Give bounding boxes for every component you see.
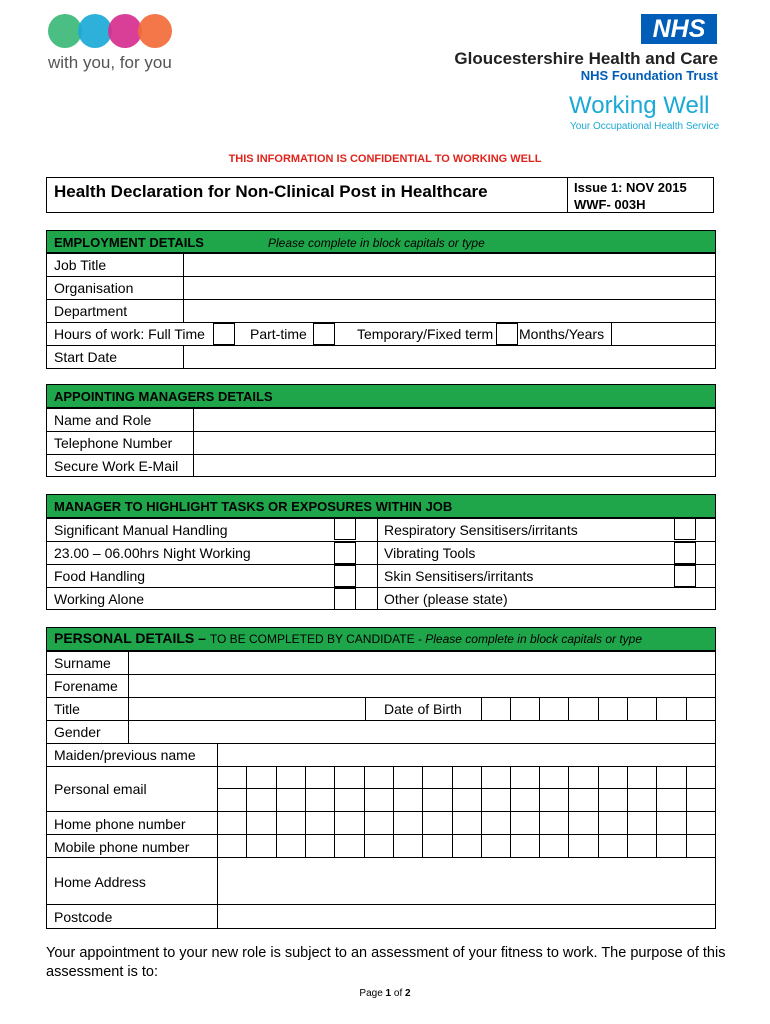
checkbox-vibrating-tools[interactable] (674, 542, 696, 564)
input-home-address[interactable] (219, 858, 715, 904)
label-surname: Surname (54, 655, 111, 671)
input-postcode[interactable] (219, 905, 715, 928)
input-job-title[interactable] (185, 254, 715, 276)
checkbox-temporary[interactable] (496, 323, 518, 345)
label-home-phone: Home phone number (54, 816, 186, 832)
org-name: Gloucestershire Health and Care (454, 49, 718, 68)
label-mobile-phone: Mobile phone number (54, 839, 190, 855)
employment-header: EMPLOYMENT DETAILS (54, 235, 204, 250)
issue-line2: WWF- 003H (574, 197, 646, 212)
label-department: Department (54, 303, 128, 319)
label-title: Title (54, 701, 80, 717)
managers-header: APPOINTING MANAGERS DETAILS (54, 389, 273, 404)
task-working-alone: Working Alone (54, 591, 145, 607)
working-well-subtitle: Your Occupational Health Service (570, 121, 720, 132)
personal-header-note: Please complete in block capitals or type (425, 632, 643, 646)
page-of: of (391, 988, 406, 999)
working-well-title: Working Well (569, 92, 710, 119)
checkbox-skin-sensitisers[interactable] (674, 565, 696, 587)
input-start-date[interactable] (185, 346, 715, 368)
label-hours-full-time: Hours of work: Full Time (54, 326, 205, 342)
page-current: 1 (385, 988, 392, 999)
page-number (0, 989, 770, 999)
label-gender: Gender (54, 724, 101, 740)
nhs-badge: NHS (641, 14, 717, 44)
label-part-time: Part-time (250, 326, 307, 342)
task-night-working: 23.00 – 06.00hrs Night Working (54, 545, 251, 561)
input-manager-telephone[interactable] (195, 432, 715, 454)
label-organisation: Organisation (54, 280, 134, 296)
checkbox-manual-handling[interactable] (334, 518, 356, 540)
checkbox-working-alone[interactable] (334, 588, 356, 610)
page-prefix: Page (359, 988, 386, 999)
label-manager-email: Secure Work E-Mail (54, 458, 179, 474)
personal-header-bold: PERSONAL DETAILS (54, 630, 195, 646)
input-surname[interactable] (130, 652, 715, 674)
task-food-handling: Food Handling (54, 568, 146, 584)
label-postcode: Postcode (54, 909, 113, 925)
task-other: Other (please state) (384, 591, 508, 607)
input-manager-name-role[interactable] (195, 409, 715, 431)
checkbox-food-handling[interactable] (334, 565, 356, 587)
label-home-address: Home Address (54, 874, 146, 890)
input-organisation[interactable] (185, 277, 715, 299)
logo-tagline: with you, for you (48, 53, 172, 72)
logo-circle-blue (78, 14, 112, 48)
checkbox-part-time[interactable] (313, 323, 335, 345)
input-gender[interactable] (130, 721, 715, 743)
input-home-phone[interactable] (219, 812, 715, 834)
task-manual-handling: Significant Manual Handling (54, 522, 228, 538)
input-manager-email[interactable] (195, 455, 715, 477)
logo-circle-orange (138, 14, 172, 48)
page-total: 2 (405, 988, 411, 999)
tasks-header: MANAGER TO HIGHLIGHT TASKS OR EXPOSURES WITHIN JOB (54, 499, 453, 514)
task-respiratory: Respiratory Sensitisers/irritants (384, 522, 578, 538)
label-start-date: Start Date (54, 349, 118, 365)
personal-header-dash: – (194, 630, 210, 646)
checkbox-full-time[interactable] (213, 323, 235, 345)
employment-note: Please complete in block capitals or type (268, 236, 485, 250)
logo-circle-green (48, 14, 82, 48)
form-title: Health Declaration for Non-Clinical Post in Healthcare (54, 182, 488, 201)
task-skin-sensitisers: Skin Sensitisers/irritants (384, 568, 534, 584)
label-months-years: Months/Years (519, 326, 605, 342)
personal-header-dash2: - (414, 632, 426, 646)
label-manager-name-role: Name and Role (54, 412, 152, 428)
checkbox-night-working[interactable] (334, 542, 356, 564)
checkbox-respiratory[interactable] (674, 518, 696, 540)
label-date-of-birth: Date of Birth (384, 701, 462, 717)
issue-line1: Issue 1: NOV 2015 (574, 180, 687, 195)
input-title[interactable] (130, 698, 364, 720)
assessment-paragraph: Your appointment to your new role is subject to an assessment of your fitness to work. The purpose of this assessment is to: (46, 945, 726, 980)
task-vibrating-tools: Vibrating Tools (384, 545, 476, 561)
label-manager-telephone: Telephone Number (54, 435, 173, 451)
input-personal-email[interactable] (219, 767, 715, 811)
logo-circle-pink (108, 14, 142, 48)
label-job-title: Job Title (54, 257, 107, 273)
confidential-notice: THIS INFORMATION IS CONFIDENTIAL TO WORKING WELL (228, 153, 542, 165)
label-personal-email: Personal email (54, 781, 147, 797)
label-maiden-name: Maiden/previous name (54, 747, 196, 763)
input-maiden-name[interactable] (219, 744, 715, 766)
input-date-of-birth[interactable] (482, 698, 715, 720)
input-department[interactable] (185, 300, 715, 322)
input-mobile-phone[interactable] (219, 835, 715, 857)
label-temporary: Temporary/Fixed term (357, 326, 494, 342)
personal-header (54, 631, 642, 645)
personal-header-mid: TO BE COMPLETED BY CANDIDATE (209, 632, 415, 646)
label-forename: Forename (54, 678, 118, 694)
org-sub: NHS Foundation Trust (580, 68, 718, 83)
input-forename[interactable] (130, 675, 715, 697)
